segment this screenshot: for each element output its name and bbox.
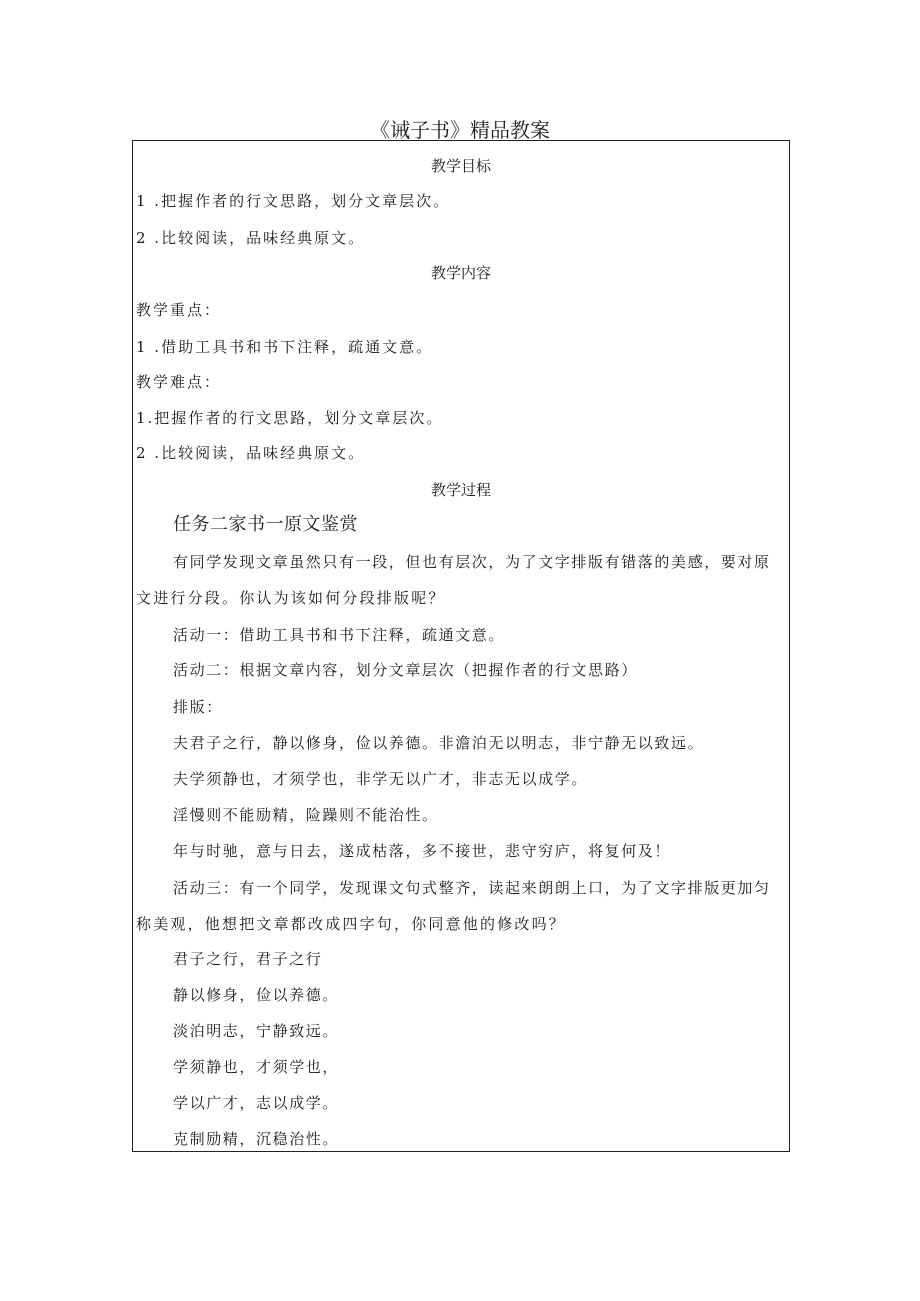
task-title: 任务二家书一原文鉴赏 [173,514,358,535]
layout-label: 排版： [173,698,223,716]
difficult-point-item-2: 2 .比较阅读，品味经典原文。 [136,444,366,462]
original-line-3: 淫慢则不能励精，险躁则不能治性。 [173,806,439,824]
original-line-2: 夫学须静也，才须学也，非学无以广才，非志无以成学。 [173,770,589,788]
key-point-item-1: 1 .借助工具书和书下注释，疏通文意。 [136,338,434,356]
activity-1: 活动一：借助工具书和书下注释，疏通文意。 [173,626,506,644]
objective-item-2: 2 .比较阅读，品味经典原文。 [136,229,366,247]
content-heading: 教学内容 [430,264,491,282]
objectives-heading: 教学目标 [430,157,491,175]
process-heading: 教学过程 [430,481,491,499]
activity-3-line-1: 活动三：有一个同学，发现课文句式整齐，读起来朗朗上口，为了文字排版更加匀 [173,879,771,897]
intro-line-1: 有同学发现文章虽然只有一段，但也有层次，为了文字排版有错落的美感，要对原 [173,553,771,571]
key-points-label: 教学重点： [136,301,222,319]
intro-line-2: 文进行分段。你认为该如何分段排版呢？ [136,589,446,607]
difficult-point-item-1: 1.把握作者的行文思路，划分文章层次。 [136,409,444,427]
objective-item-1: 1 .把握作者的行文思路，划分文章层次。 [136,192,451,210]
document-title: 《诫子书》精品教案 [370,118,550,142]
activity-3-line-2: 称美观，他想把文章都改成四字句，你同意他的修改吗？ [136,915,567,933]
difficult-points-label: 教学难点： [136,373,222,391]
original-line-4: 年与时驰，意与日去，遂成枯落，多不接世，悲守穷庐，将复何及！ [173,842,672,860]
lesson-plan-table [132,140,790,1152]
original-line-1: 夫君子之行，静以修身，俭以养德。非澹泊无以明志，非宁静无以致远。 [173,734,705,752]
four-char-line-4: 学须静也，才须学也， [173,1058,340,1076]
four-char-line-6: 克制励精，沉稳治性。 [173,1130,340,1148]
four-char-line-1: 君子之行，君子之行 [173,950,323,968]
four-char-line-5: 学以广才，志以成学。 [173,1094,340,1112]
activity-2: 活动二：根据文章内容，划分文章层次（把握作者的行文思路） [173,661,638,679]
four-char-line-2: 静以修身，俭以养德。 [173,986,340,1004]
four-char-line-3: 淡泊明志，宁静致远。 [173,1022,340,1040]
